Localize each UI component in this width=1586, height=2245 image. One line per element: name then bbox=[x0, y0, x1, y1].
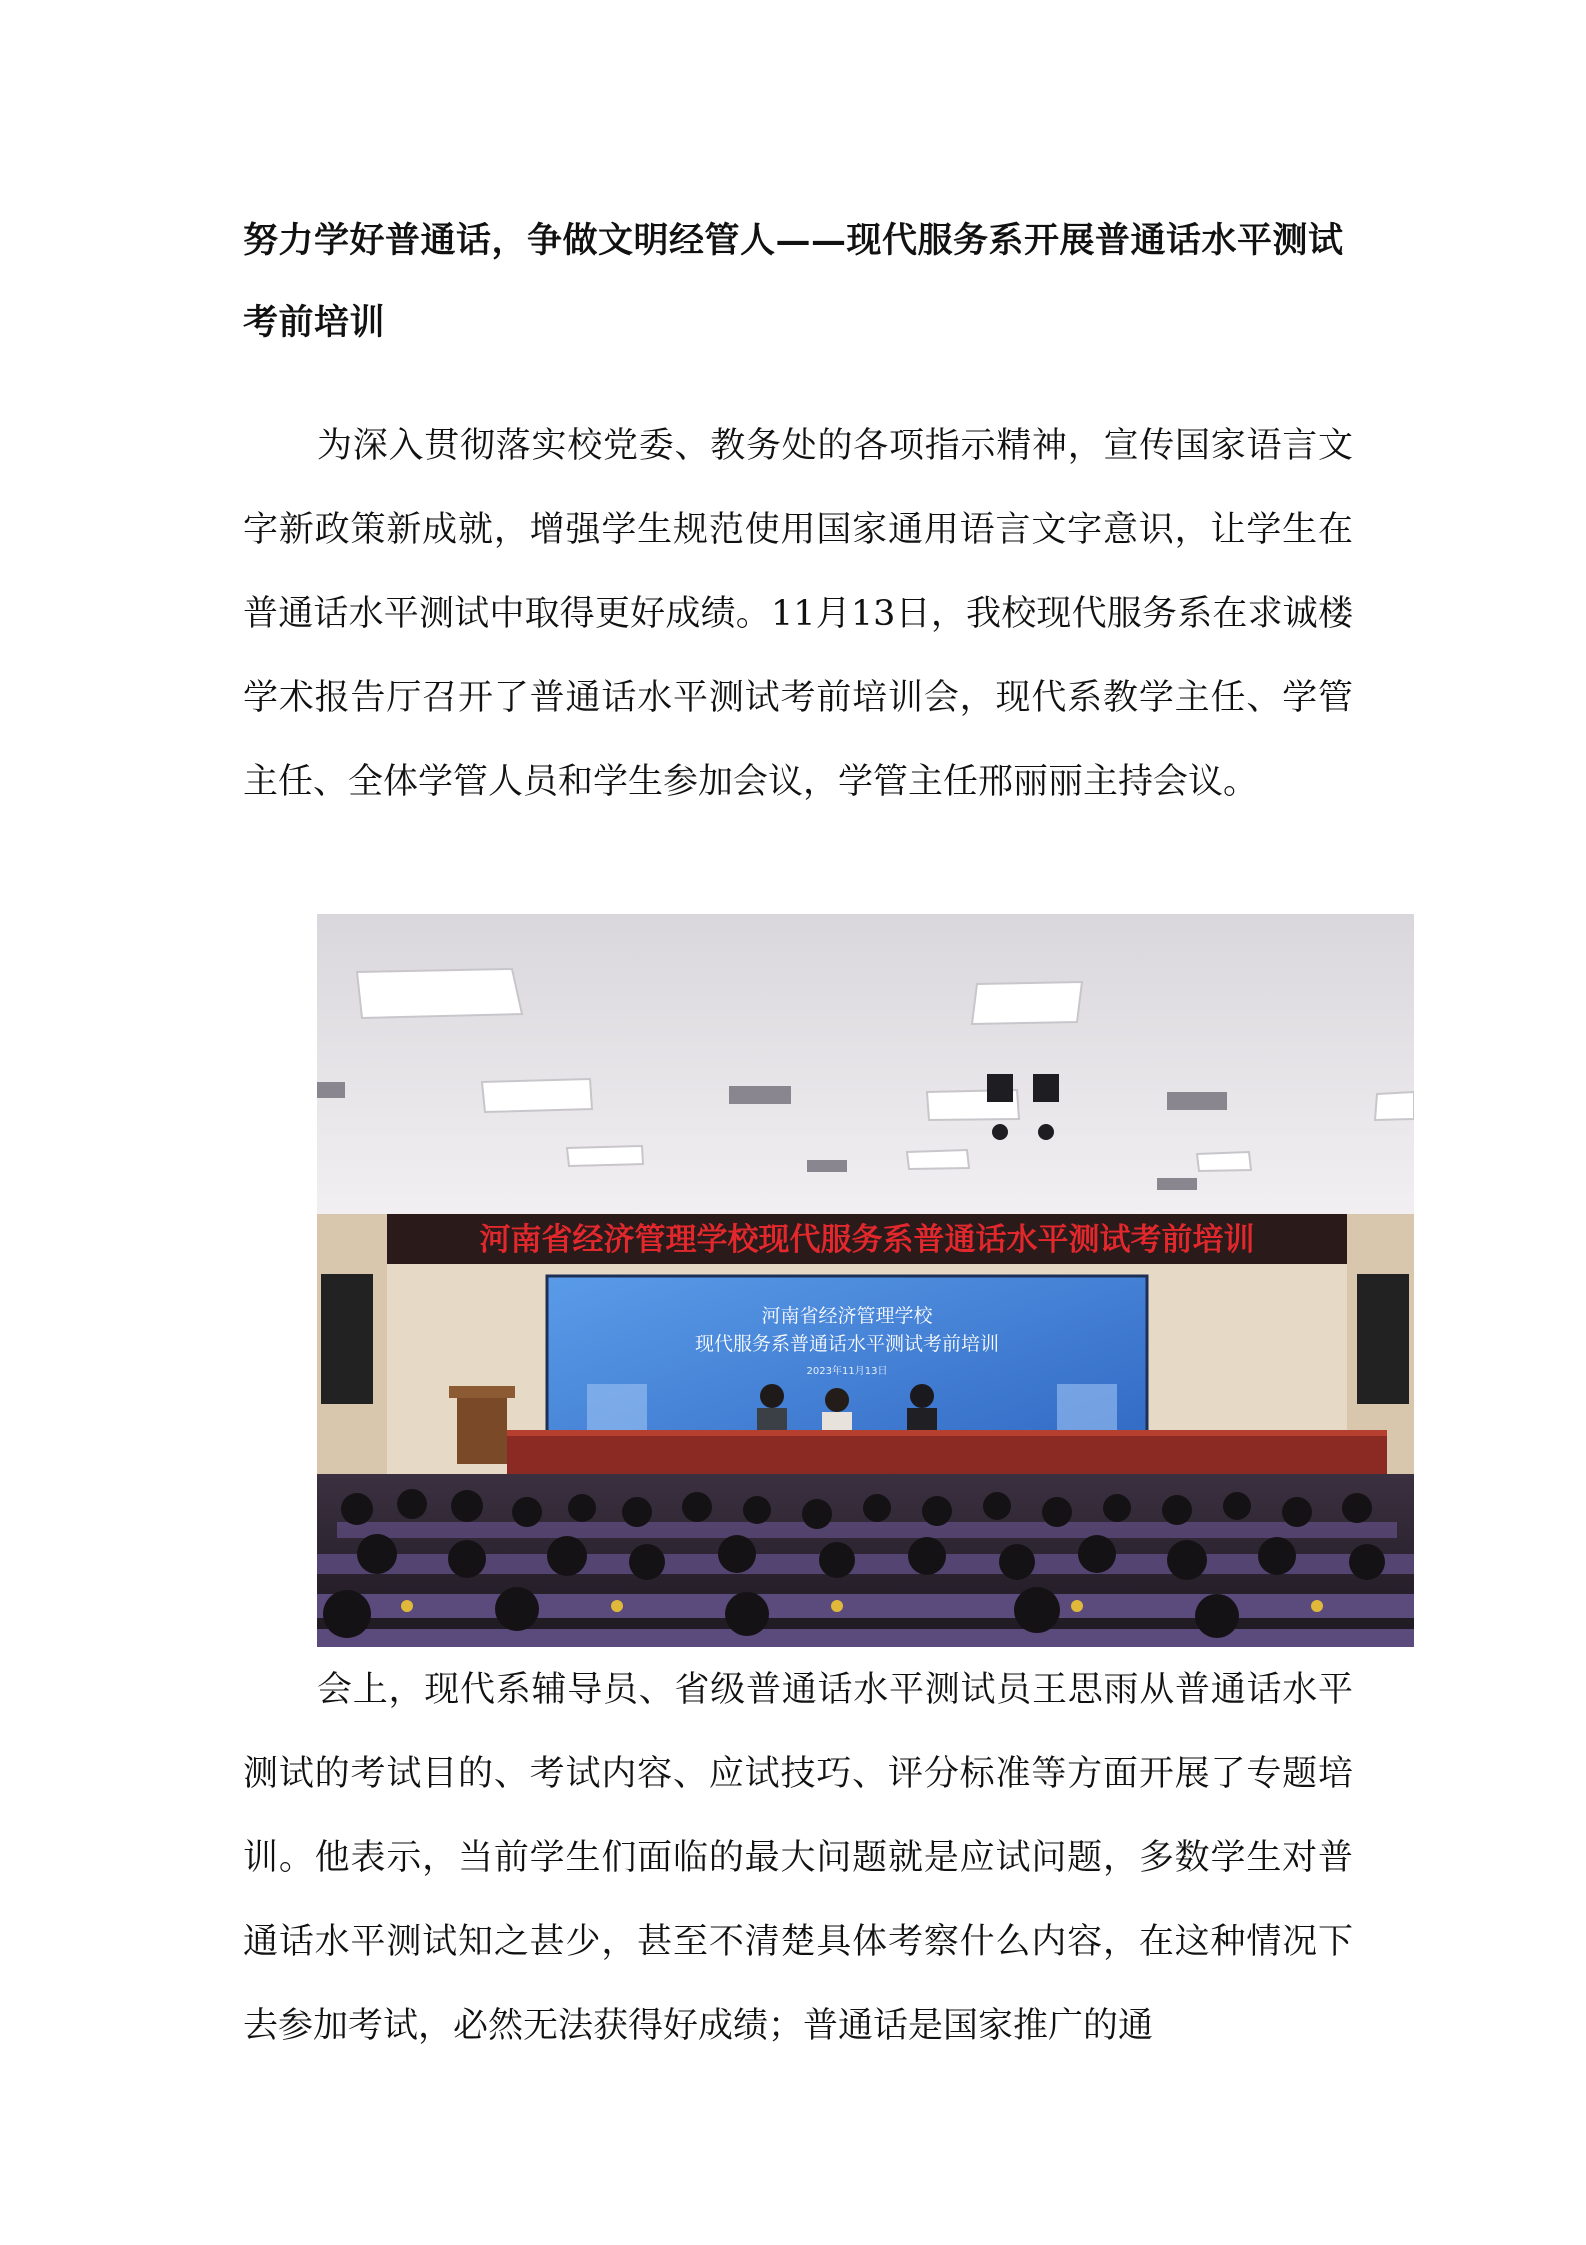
article-paragraph-2: 会上，现代系辅导员、省级普通话水平测试员王思雨从普通话水平测试的考试目的、考试内容、应试技巧、评分标准等方面开展了专题培训。他表示，当前学生们面临的最大问题就是应试问题，多数学生对普通话水平测试知之甚少，甚至不清楚具体考察什么内容，在这种情况下去参加考试，必然无法获得好成绩；普通话是国家推广的通 bbox=[243, 1670, 1353, 2046]
article-title: 努力学好普通话，争做文明经管人——现代服务系开展普通话水平测试考前培训 bbox=[243, 220, 1344, 343]
article-paragraph-1: 为深入贯彻落实校党委、教务处的各项指示精神，宣传国家语言文字新政策新成就，增强学生规范使用国家通用语言文字意识，让学生在普通话水平测试中取得更好成绩。11月13日，我校现代服务系在求诚楼学术报告厅召开了普通话水平测试考前培训会，现代系教学主任、学管主任、全体学管人员和学生参加会议，学管主任邢丽丽主持会议。 bbox=[243, 426, 1353, 802]
meeting-photo bbox=[317, 914, 1414, 1647]
screen-date: 2023年11月13日 bbox=[806, 1366, 888, 1377]
screen-title: 现代服务系普通话水平测试考前培训 bbox=[694, 1333, 1000, 1355]
banner-text: 河南省经济管理学校现代服务系普通话水平测试考前培训 bbox=[479, 1222, 1255, 1258]
screen-school: 河南省经济管理学校 bbox=[761, 1305, 933, 1327]
